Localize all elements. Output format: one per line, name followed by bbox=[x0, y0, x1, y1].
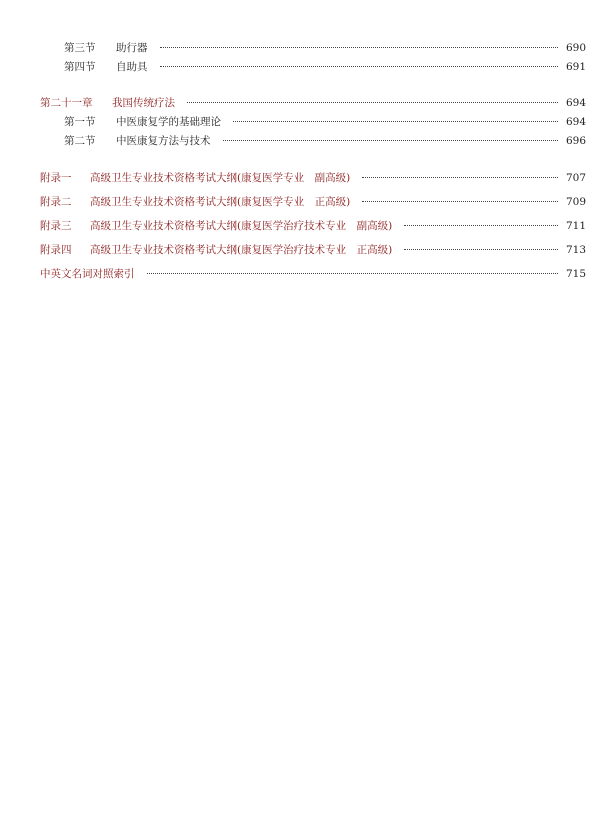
page-number: 707 bbox=[565, 172, 586, 184]
appendix-title: 高级卫生专业技术资格考试大纲(康复医学专业 副高级) bbox=[90, 172, 351, 184]
toc-entry-section[interactable] bbox=[64, 115, 586, 129]
index-title: 中英文名词对照索引 bbox=[40, 268, 135, 280]
section-title: 自助具 bbox=[116, 61, 148, 73]
appendix-number: 附录三 bbox=[40, 220, 72, 232]
dot-leader bbox=[362, 201, 558, 202]
section-number: 第四节 bbox=[64, 61, 96, 73]
toc-entry-index[interactable] bbox=[40, 267, 586, 281]
section-number: 第一节 bbox=[64, 116, 96, 128]
page-number: 696 bbox=[565, 135, 586, 147]
page-number: 709 bbox=[565, 196, 586, 208]
dot-leader bbox=[160, 47, 559, 48]
toc-entry-section[interactable] bbox=[64, 60, 586, 74]
toc-entry-section[interactable] bbox=[64, 134, 586, 148]
page-number: 694 bbox=[565, 97, 586, 109]
toc-entry-appendix[interactable] bbox=[40, 219, 586, 233]
toc-entry-appendix[interactable] bbox=[40, 195, 586, 209]
section-title: 中医康复方法与技术 bbox=[116, 135, 211, 147]
toc-entry-section[interactable] bbox=[64, 41, 586, 55]
dot-leader bbox=[187, 102, 558, 103]
dot-leader bbox=[223, 140, 559, 141]
page-number: 713 bbox=[565, 244, 586, 256]
appendix-title: 高级卫生专业技术资格考试大纲(康复医学治疗技术专业 副高级) bbox=[90, 220, 393, 232]
page-number: 690 bbox=[565, 42, 586, 54]
chapter-title: 我国传统疗法 bbox=[112, 97, 175, 109]
toc-entry-chapter[interactable] bbox=[40, 96, 586, 110]
page-number: 711 bbox=[565, 220, 586, 232]
appendix-number: 附录一 bbox=[40, 172, 72, 184]
dot-leader bbox=[362, 177, 558, 178]
section-title: 中医康复学的基础理论 bbox=[116, 116, 221, 128]
appendix-title: 高级卫生专业技术资格考试大纲(康复医学治疗技术专业 正高级) bbox=[90, 244, 393, 256]
page-number: 694 bbox=[565, 116, 586, 128]
toc-entry-appendix[interactable] bbox=[40, 171, 586, 185]
page-number: 691 bbox=[565, 61, 586, 73]
appendix-number: 附录四 bbox=[40, 244, 72, 256]
dot-leader bbox=[160, 66, 559, 67]
toc-entry-appendix[interactable] bbox=[40, 243, 586, 257]
chapter-number: 第二十一章 bbox=[40, 97, 93, 109]
dot-leader bbox=[147, 273, 559, 274]
dot-leader bbox=[233, 121, 558, 122]
appendix-title: 高级卫生专业技术资格考试大纲(康复医学专业 正高级) bbox=[90, 196, 351, 208]
section-number: 第三节 bbox=[64, 42, 96, 54]
dot-leader bbox=[404, 225, 558, 226]
section-number: 第二节 bbox=[64, 135, 96, 147]
section-title: 助行器 bbox=[116, 42, 148, 54]
appendix-number: 附录二 bbox=[40, 196, 72, 208]
dot-leader bbox=[404, 249, 558, 250]
page-number: 715 bbox=[565, 268, 586, 280]
